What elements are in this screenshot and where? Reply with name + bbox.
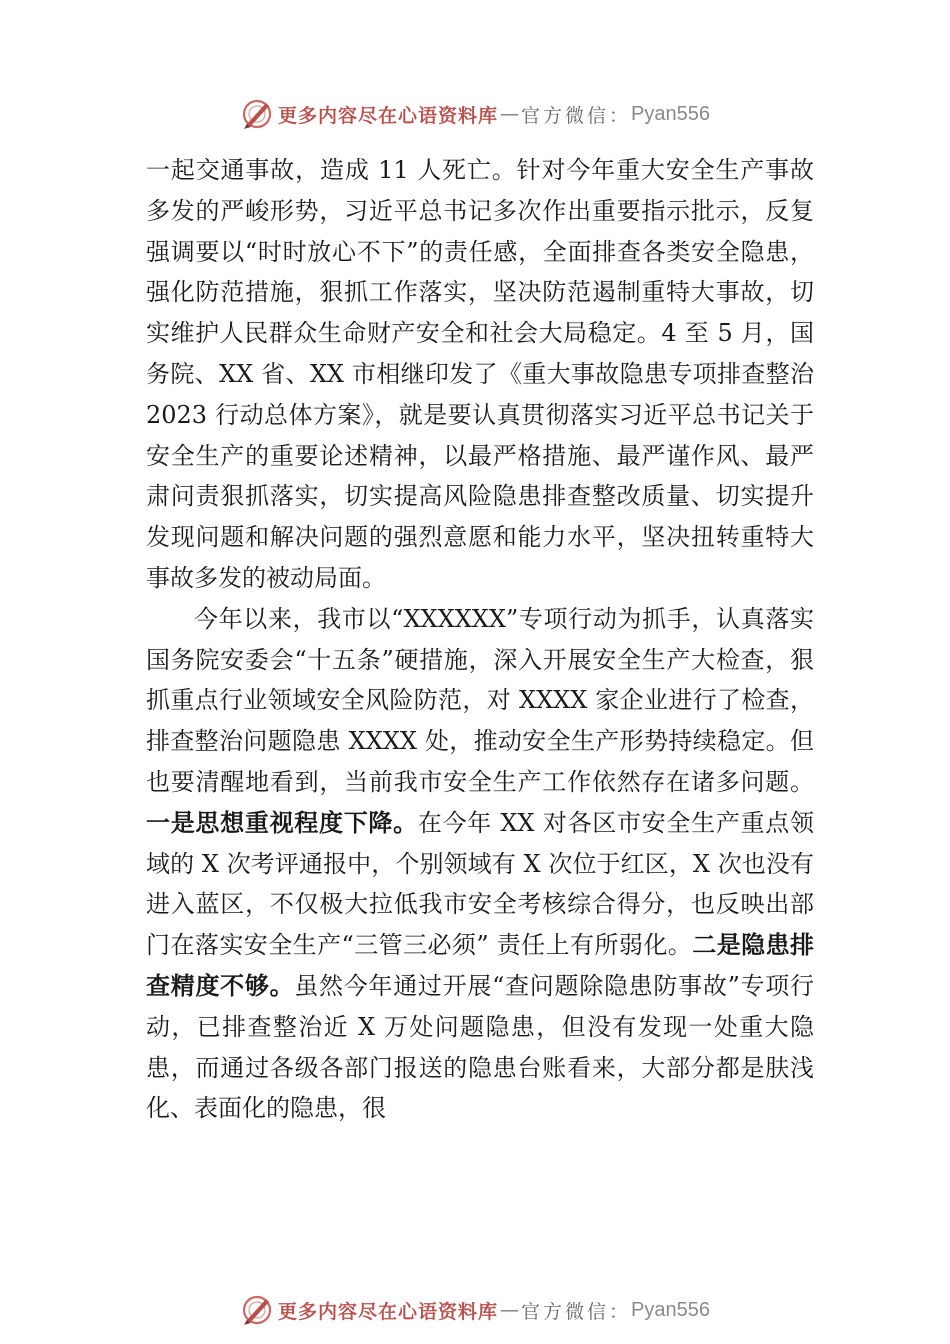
watermark-brand: 更多内容尽在心语资料库: [278, 104, 499, 127]
paragraph-2-text-b: 在今年 XX 对各区市安全生产重点领域的 X 次考评通报中，个别领域有 X 次位于红区，X 次也没有进入蓝区，不仅极大拉低我市安全考核综合得分，也反映出部门在落实安全生产“三管三必须” 责任上有所弱化。: [146, 808, 814, 960]
watermark-separator: —: [500, 103, 520, 125]
paragraph-2-text-a: 今年以来，我市以“XXXXXX”专项行动为抓手，认真落实国务院安委会“十五条”硬措施，深入开展安全生产大检查，狠抓重点行业领域安全风险防范，对 XXXX 家企业进行了检查，排查整治问题隐患 XXXX 处，推动安全生产形势持续稳定。但也要清醒地看到，当前我市安全生产工作依然存在诸多问题。: [146, 604, 814, 796]
point-two-heading: 二是隐患排查精度不够。: [146, 930, 815, 1000]
watermark-account: Pyan556: [631, 1298, 710, 1321]
paragraph-2-text-c: 虽然今年通过开展“查问题除隐患防事故”专项行动，已排查整治近 X 万处问题隐患，但没有发现一处重大隐患，而通过各级各部门报送的隐患台账看来，大部分都是肤浅化、表面化的隐患，很: [146, 971, 814, 1123]
pen-stamp-icon: [240, 1293, 274, 1327]
watermark-label: 官方微信：: [521, 104, 632, 127]
watermark-brand: 更多内容尽在心语资料库: [278, 1300, 499, 1323]
document-body: [146, 150, 814, 1129]
watermark-account: Pyan556: [631, 102, 710, 125]
paragraph-2: [146, 599, 814, 1129]
header-watermark: [0, 94, 950, 134]
paragraph-1-text: 一起交通事故，造成 11 人死亡。针对今年重大安全生产事故多发的严峻形势，习近平总书记多次作出重要指示批示，反复强调要以“时时放心不下”的责任感，全面排查各类安全隐患，强化防范措施，狠抓工作落实，坚决防范遏制重特大事故，切实维护人民群众生命财产安全和社会大局稳定。4 至 5 月，国务院、XX 省、XX 市相继印发了《重大事故隐患专项排查整治 2023 行动总体方案》，就是要认真贯彻落实习近平总书记关于安全生产的重要论述精神，以最严格措施、最严谨作风、最严肃问责狠抓落实，切实提高风险隐患排查整改质量、切实提升发现问题和解决问题的强烈意愿和能力水平，坚决扭转重特大事故多发的被动局面。: [146, 156, 814, 592]
point-one-heading: 一是思想重视程度下降。: [146, 807, 418, 837]
watermark-label: 官方微信：: [521, 1300, 632, 1323]
pen-stamp-icon: [240, 97, 274, 131]
paragraph-1: [146, 150, 814, 599]
watermark-separator: —: [500, 1299, 520, 1321]
footer-watermark: [0, 1290, 950, 1330]
